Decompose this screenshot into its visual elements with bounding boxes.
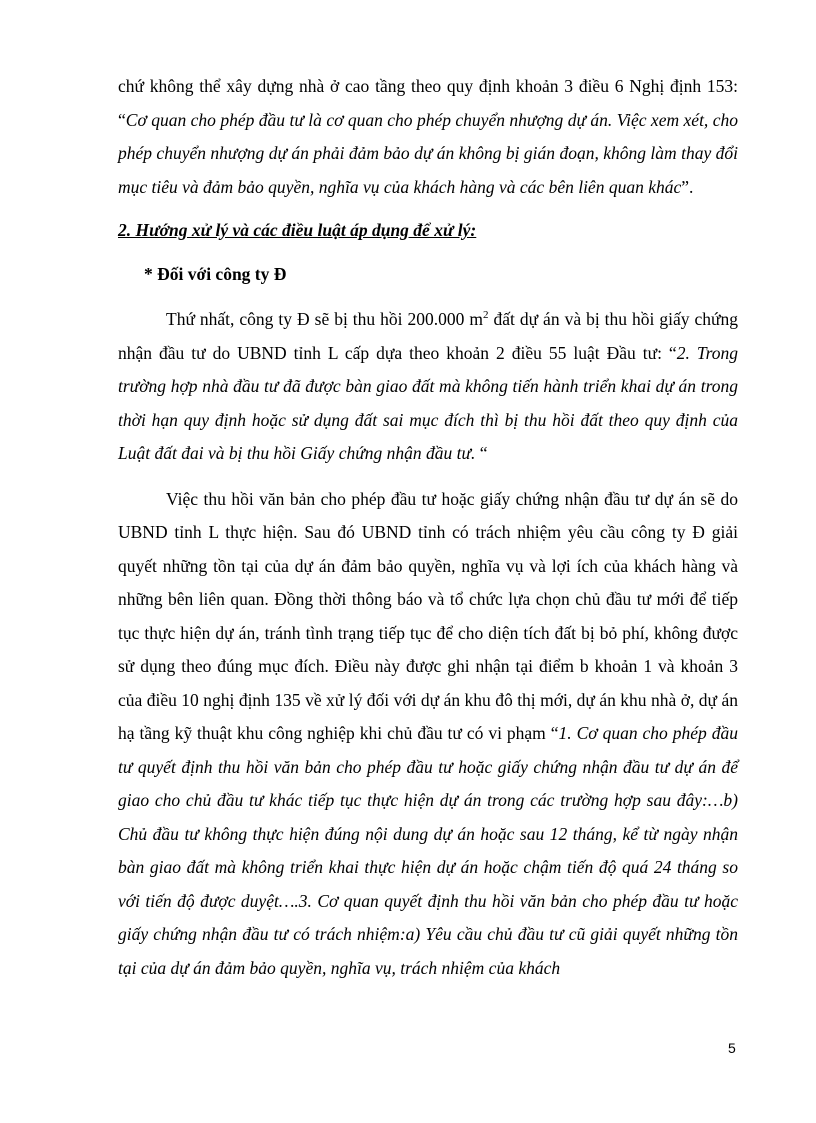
section-heading: 2. Hướng xử lý và các điều luật áp dụng để xử lý: bbox=[118, 220, 477, 240]
paragraph-2-mid: đất dự án và bị thu hồi giấy chứng nhận đầu tư do UBND tỉnh L cấp dựa theo khoản 2 điều 55 luật Đầu tư: “ bbox=[118, 309, 738, 363]
paragraph-2-lead: Thứ nhất, công ty Đ sẽ bị thu hồi 200.000 m bbox=[166, 309, 483, 329]
page-body bbox=[118, 70, 738, 985]
paragraph-1-tail: ”. bbox=[681, 176, 694, 197]
paragraph-2-quote: 2. Trong trường hợp nhà đầu tư đã được bàn giao đất mà không tiến hành triển khai dự án trong thời hạn quy định hoặc sử dụng đất sai mục đích thì bị thu hồi đất theo quy định của Luật đất đai và bị thu hồi Giấy chứng nhận đầu tư. bbox=[118, 342, 738, 463]
paragraph-2 bbox=[118, 303, 738, 471]
paragraph-1-lead: chứ không thể xây dựng nhà ở cao tầng theo quy định khoản 3 điều 6 Nghị định 153: “ bbox=[118, 76, 738, 130]
paragraph-3-quote: 1. Cơ quan cho phép đầu tư quyết định thu hồi văn bản cho phép đầu tư hoặc giấy chứng nhận đầu tư dự án để giao cho chủ đầu tư khác tiếp tục thực hiện dự án trong các trường hợp sau đây:…b) Chủ đầu tư không thực hiện đúng nội dung dự án hoặc sau 12 tháng, kể từ ngày nhận bàn giao đất mà không triển khai thực hiện dự án hoặc chậm tiến độ quá 24 tháng so với tiến độ được duyệt….3. Cơ quan quyết định thu hồi văn bản cho phép đầu tư hoặc giấy chứng nhận đầu tư có trách nhiệm:a) Yêu cầu chủ đầu tư cũ giải quyết những tồn tại của dự án đảm bảo quyền, nghĩa vụ, trách nhiệm của khách bbox=[118, 723, 738, 978]
page-number: 5 bbox=[728, 1040, 736, 1056]
subsection-heading: * Đối với công ty Đ bbox=[144, 263, 287, 284]
paragraph-1-quote: Cơ quan cho phép đầu tư là cơ quan cho phép chuyển nhượng dự án. Việc xem xét, cho phép chuyển nhượng dự án phải đảm bảo dự án không bị gián đoạn, không làm thay đổi mục tiêu và đảm bảo quyền, nghĩa vụ của khách hàng và các bên liên quan khác bbox=[118, 109, 738, 197]
paragraph-3-lead: Việc thu hồi văn bản cho phép đầu tư hoặc giấy chứng nhận đầu tư dự án sẽ do UBND tỉnh L thực hiện. Sau đó UBND tỉnh có trách nhiệm yêu cầu công ty Đ giải quyết những tồn tại của dự án đảm bảo quyền, nghĩa vụ và lợi ích của khách hàng và những bên liên quan. Đồng thời thông báo và tổ chức lựa chọn chủ đầu tư mới để tiếp tục thực hiện dự án, tránh tình trạng tiếp tục để cho diện tích đất bị bỏ phí, không được sử dụng theo đúng mục đích. Điều này được ghi nhận tại điểm b khoản 1 và khoản 3 của điều 10 nghị định 135 về xử lý đối với dự án khu đô thị mới, dự án khu nhà ở, dự án hạ tầng kỹ thuật khu công nghiệp khi chủ đầu tư có vi phạm “ bbox=[118, 488, 738, 743]
paragraph-3 bbox=[118, 483, 738, 986]
paragraph-2-tail: “ bbox=[475, 443, 488, 463]
paragraph-continuation bbox=[118, 70, 738, 204]
paragraph-2-superscript: 2 bbox=[482, 309, 489, 322]
